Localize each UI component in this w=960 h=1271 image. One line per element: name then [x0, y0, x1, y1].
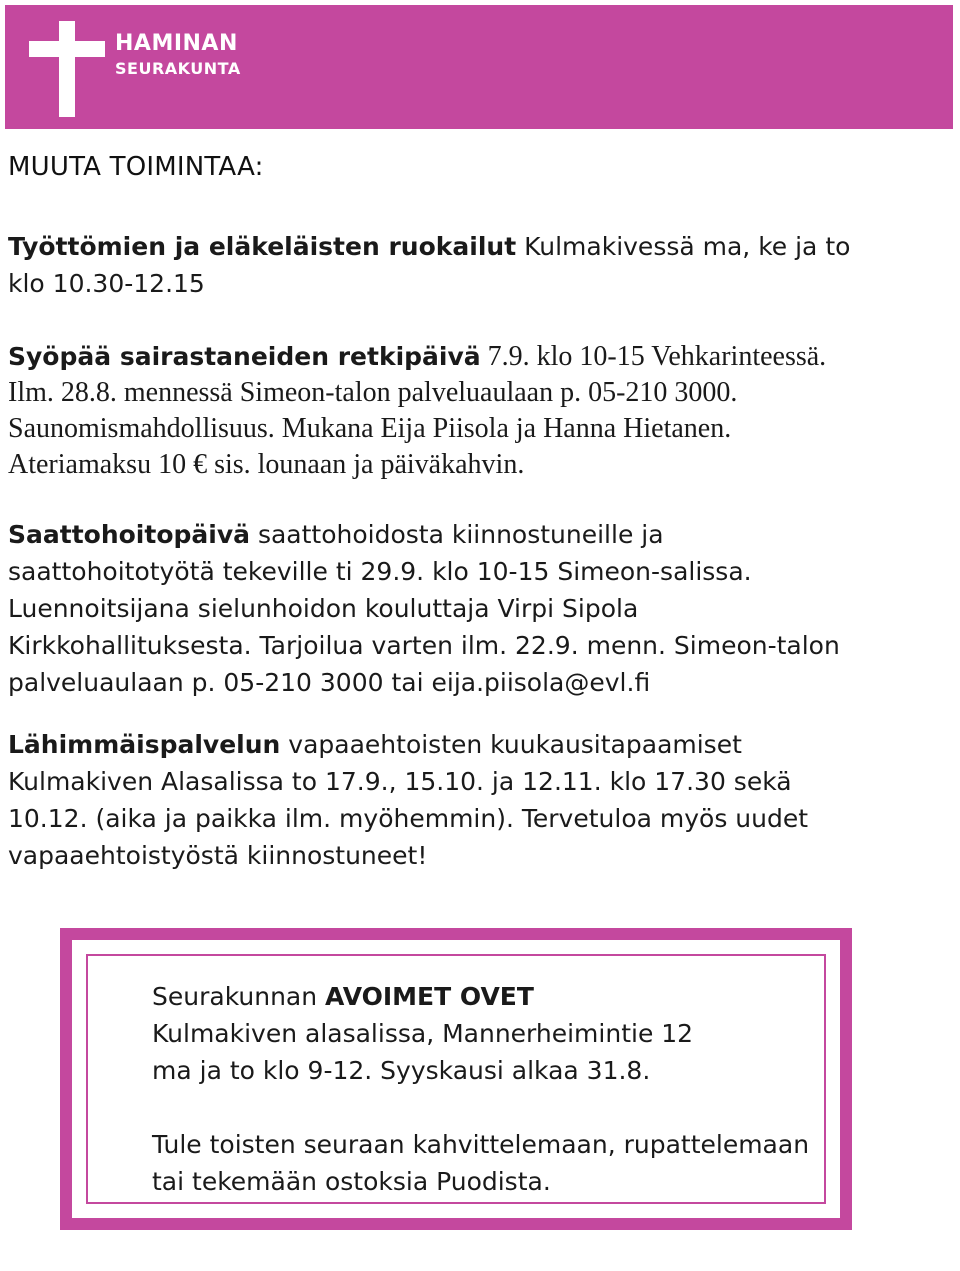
item-text: Luennoitsijana sielunhoidon kouluttaja Virpi Sipola	[8, 594, 639, 623]
item-text: Kirkkohallituksesta. Tarjoilua varten ilm. 22.9. menn. Simeon-talon	[8, 631, 840, 660]
header-banner	[5, 5, 953, 129]
box-title: AVOIMET OVET	[325, 982, 534, 1011]
item-text: vapaaehtoisten kuukausitapaamiset	[280, 730, 742, 759]
item-title: Lähimmäispalvelun	[8, 730, 281, 759]
item-text: Kulmakiven Alasalissa to 17.9., 15.10. ja 12.11. klo 17.30 sekä	[8, 767, 792, 796]
item-line	[8, 338, 826, 375]
item-text: 7.9. klo 10-15 Vehkarinteessä.	[480, 341, 827, 372]
item-text: Ilm. 28.8. mennessä Simeon-talon palveluaulaan p. 05-210 3000.	[8, 377, 738, 408]
box-text-top	[152, 978, 693, 1089]
box-text-bottom	[152, 1126, 809, 1200]
item-line	[8, 516, 840, 553]
item-ruokailut	[8, 228, 850, 302]
item-line	[8, 228, 850, 265]
box-line: Tule toisten seuraan kahvittelemaan, rupattelemaan	[152, 1130, 810, 1159]
item-text: 10.12. (aika ja paikka ilm. myöhemmin). Tervetuloa myös uudet	[8, 804, 809, 833]
item-text: vapaaehtoistyöstä kiinnostuneet!	[8, 841, 428, 870]
box-line: ma ja to klo 9-12. Syyskausi alkaa 31.8.	[152, 1056, 651, 1085]
item-text: Ateriamaksu 10 € sis. lounaan ja päiväkahvin.	[8, 449, 525, 480]
cross-icon	[29, 21, 105, 117]
item-text: saattohoitotyötä tekeville ti 29.9. klo 10-15 Simeon-salissa.	[8, 557, 752, 586]
section-heading: MUUTA TOIMINTAA:	[8, 152, 264, 182]
item-text: saattohoidosta kiinnostuneille ja	[250, 520, 664, 549]
item-title: Saattohoitopäivä	[8, 520, 250, 549]
logo-line1: HAMINAN	[115, 31, 238, 56]
item-retkipaiva	[8, 338, 826, 483]
item-text: Saunomismahdollisuus. Mukana Eija Piisola ja Hanna Hietanen.	[8, 413, 732, 444]
item-saattohoitopaiva	[8, 516, 840, 701]
box-intro: Seurakunnan	[152, 982, 326, 1011]
item-text: Kulmakivessä ma, ke ja to	[516, 232, 851, 261]
item-title: Syöpää sairastaneiden retkipäivä	[8, 342, 481, 371]
box-title-line	[152, 978, 693, 1015]
item-line	[8, 726, 808, 763]
box-line: Kulmakiven alasalissa, Mannerheimintie 12	[152, 1019, 694, 1048]
item-text: palveluaulaan p. 05-210 3000 tai eija.piisola@evl.fi	[8, 668, 651, 697]
item-text: klo 10.30-12.15	[8, 269, 205, 298]
logo-line2: SEURAKUNTA	[115, 59, 241, 78]
logo	[115, 33, 241, 77]
item-lahimmaispalvelu	[8, 726, 808, 874]
item-title: Työttömien ja eläkeläisten ruokailut	[8, 232, 517, 261]
box-line: tai tekemään ostoksia Puodista.	[152, 1167, 551, 1196]
